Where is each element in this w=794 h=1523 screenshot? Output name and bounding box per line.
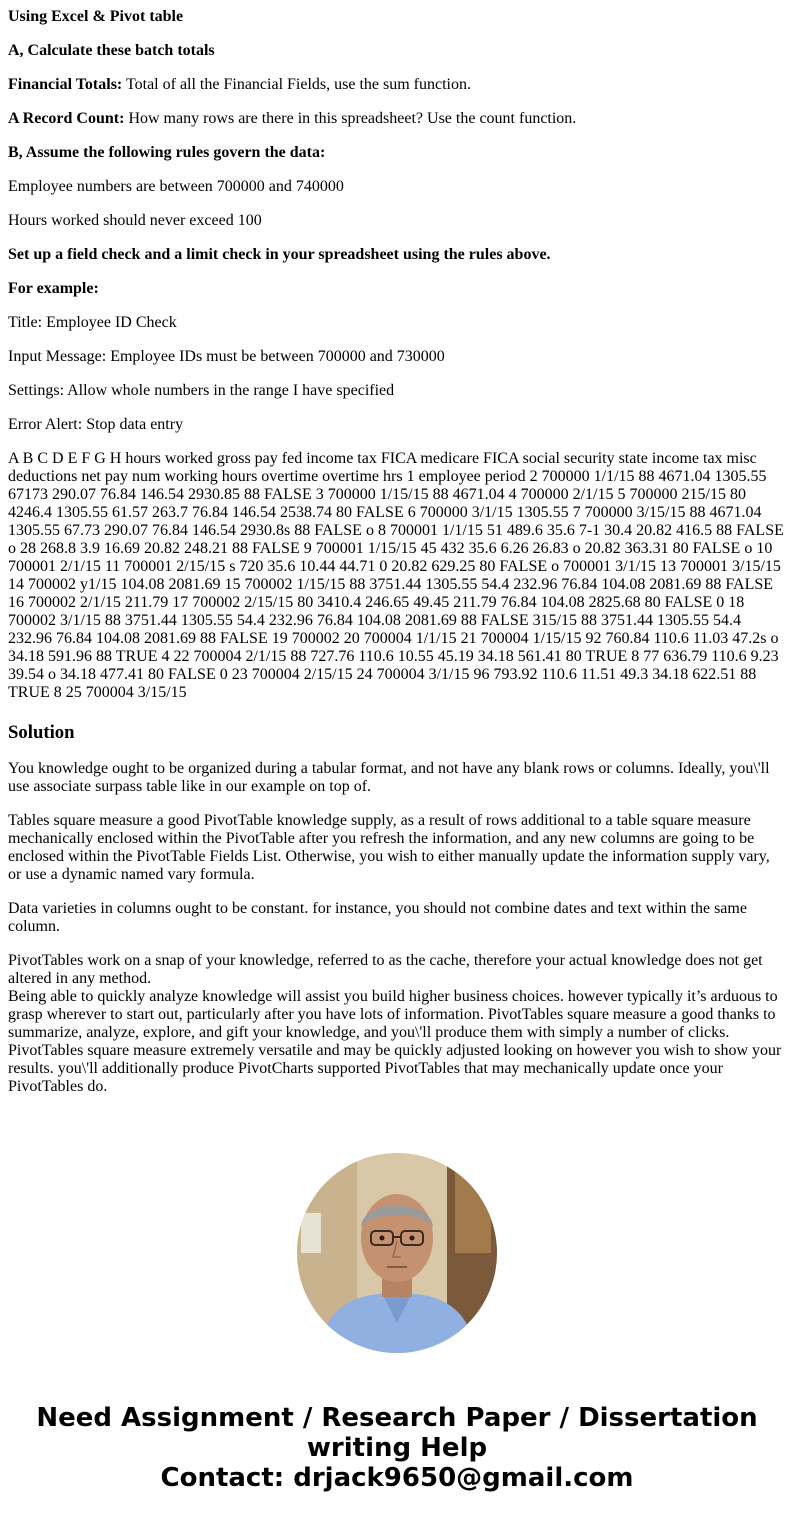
- example-error-alert: Error Alert: Stop data entry: [8, 416, 184, 433]
- section-b-heading: B, Assume the following rules govern the data:: [8, 144, 326, 161]
- record-count-item: [8, 110, 785, 128]
- solution-paragraph-1: You knowledge ought to be organized during a tabular format, and not have any blank rows or columns. Ideally, you\'ll use associate surpass table like in our example on top of.: [8, 760, 770, 795]
- financial-totals-label: Financial Totals:: [8, 76, 123, 93]
- contact-banner: [0, 1403, 794, 1493]
- solution-paragraph-4: PivotTables work on a snap of your knowledge, referred to as the cache, therefore your actual knowledge does not get altered in any method.: [8, 952, 763, 987]
- author-portrait-image: [297, 1153, 497, 1353]
- record-count-text: How many rows are there in this spreadsheet? Use the count function.: [124, 110, 577, 127]
- financial-totals-text: Total of all the Financial Fields, use the sum function.: [122, 76, 471, 93]
- rule-employee-numbers: Employee numbers are between 700000 and 740000: [8, 178, 344, 195]
- solution-paragraph-5: Being able to quickly analyze knowledge will assist you build higher business choices. however typically it’s arduous to grasp wherever to start out, particularly after you have lots of information. PivotTables square measure a good thanks to summarize, analyze, explore, and gift your knowledge, and you\'ll produce them with simply a number of clicks. PivotTables square measure extremely versatile and may be quickly adjusted looking on however you wish to show your results. you\'ll additionally produce PivotCharts supported PivotTables that may mechanically update once your PivotTables do.: [8, 988, 782, 1095]
- example-title: Title: Employee ID Check: [8, 314, 177, 331]
- financial-totals-item: [8, 76, 785, 94]
- solution-paragraph-2: Tables square measure a good PivotTable knowledge supply, as a result of rows additional to a table square measure mechanically enclosed within the PivotTable after you refresh the information, and any new columns are going to be enclosed within the PivotTable Fields List. Otherwise, you wish to either manually update the information supply vary, or use a dynamic named vary formula.: [8, 812, 770, 883]
- solution-heading: Solution: [8, 722, 75, 743]
- rule-hours-worked: Hours worked should never exceed 100: [8, 212, 262, 229]
- author-avatar: [297, 1153, 497, 1353]
- spreadsheet-text-dump: A B C D E F G H hours worked gross pay fed income tax FICA medicare FICA social security state income tax misc deductions net pay num working hours overtime overtime hrs 1 employee period 2 700000 1/1/15 88 4671.04 1305.55 67173 290.07 76.84 146.54 2930.85 88 FALSE 3 700000 1/15/15 88 4671.04 4 700000 2/1/15 5 700000 215/15 80 4246.4 1305.55 61.57 263.7 76.84 146.54 2538.74 80 FALSE 6 700000 3/1/15 1305.55 7 700000 3/15/15 88 4671.04 1305.55 67.73 290.07 76.84 146.54 2930.8s 88 FALSE o 8 700001 1/1/15 51 489.6 35.6 7-1 30.4 20.82 416.5 88 FALSE o 28 268.8 3.9 16.69 20.82 248.21 88 FALSE 9 700001 1/15/15 45 432 35.6 6.26 26.83 o 20.82 363.31 80 FALSE o 10 700001 2/1/15 11 700001 2/15/15 s 720 35.6 10.44 44.71 0 20.82 629.25 80 FALSE o 700001 3/1/15 13 700001 3/15/15 14 700002 y1/15 104.08 2081.69 15 700002 1/15/15 88 3751.44 1305.55 54.4 232.96 76.84 104.08 2081.69 88 FALSE 16 700002 2/1/15 211.79 17 700002 2/15/15 80 3410.4 246.65 49.45 211.79 76.84 104.08 2825.68 80 FALSE 0 18 700002 3/1/15 88 3751.44 1305.55 54.4 232.96 76.84 104.08 2081.69 88 FALSE 315/15 88 3751.44 1305.55 54.4 232.96 76.84 104.08 2081.69 88 FALSE 19 700002 20 700004 1/1/15 21 700004 1/15/15 92 760.84 110.6 11.03 47.2s o 34.18 591.96 88 TRUE 4 22 700004 2/1/15 88 727.76 110.6 10.55 45.19 34.18 561.41 80 TRUE 8 77 636.79 110.6 9.23 39.54 o 34.18 477.41 80 FALSE 0 23 700004 2/15/15 24 700004 3/1/15 96 793.92 110.6 11.51 49.3 34.18 622.51 88 TRUE 8 25 700004 3/15/15: [8, 450, 784, 701]
- promo-line-1: Need Assignment / Research Paper / Dissertation: [36, 1403, 758, 1433]
- for-example-heading: For example:: [8, 280, 99, 297]
- solution-paragraph-3: Data varieties in columns ought to be constant. for instance, you should not combine dates and text within the same column.: [8, 900, 747, 935]
- example-input-message: Input Message: Employee IDs must be between 700000 and 730000: [8, 348, 445, 365]
- promo-line-2: writing Help: [306, 1433, 488, 1463]
- question-content: [8, 8, 785, 1096]
- question-title: Using Excel & Pivot table: [8, 8, 184, 25]
- record-count-label: A Record Count:: [8, 110, 125, 127]
- section-a-heading: A, Calculate these batch totals: [8, 42, 215, 59]
- setup-instruction: Set up a field check and a limit check in your spreadsheet using the rules above.: [8, 246, 551, 263]
- promo-contact-line: Contact: drjack9650@gmail.com: [160, 1463, 634, 1493]
- example-settings: Settings: Allow whole numbers in the range I have specified: [8, 382, 395, 399]
